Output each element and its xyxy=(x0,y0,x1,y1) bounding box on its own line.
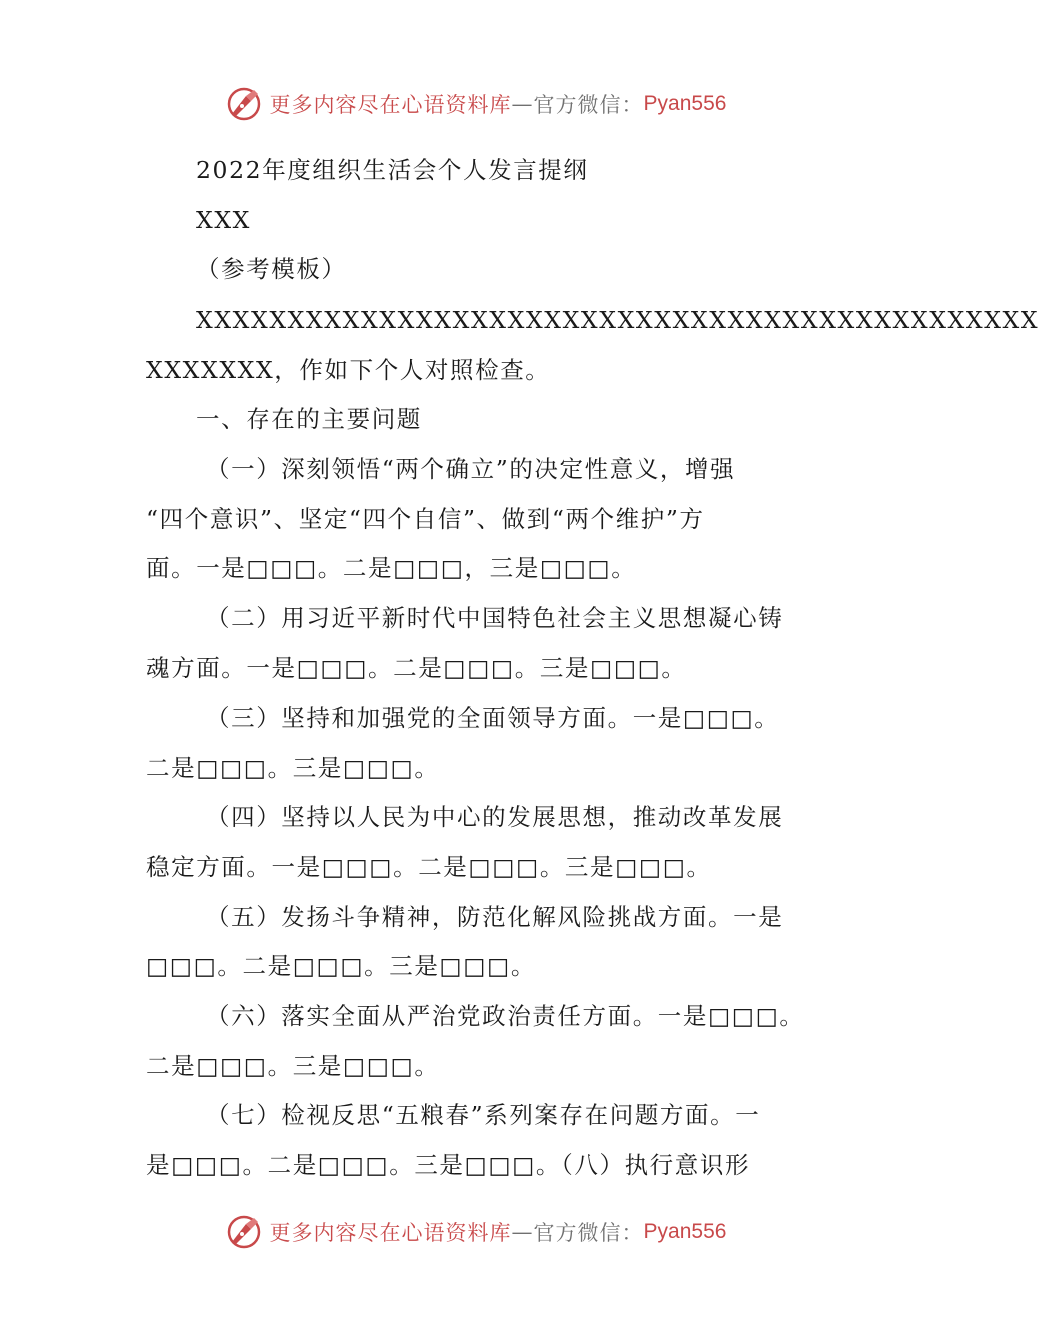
banner-wechat-id: Pyan556 xyxy=(643,92,727,115)
paragraph-line: 稳定方面。一是□□□。二是□□□。三是□□□。 xyxy=(146,853,712,881)
document-author: XXX xyxy=(196,206,251,234)
paragraph-line: （一）深刻领悟“两个确立”的决定性意义，增强 xyxy=(206,455,736,483)
section-heading: 一、存在的主要问题 xyxy=(196,405,422,433)
banner-text: 更多内容尽在心语资料库 xyxy=(269,1221,512,1245)
paragraph-line: （三）坚持和加强党的全面领导方面。一是□□□。 xyxy=(206,704,780,732)
paragraph-line: （四）坚持以人民为中心的发展思想，推动改革发展 xyxy=(206,803,784,831)
paragraph-line: 二是□□□。三是□□□。 xyxy=(146,1052,440,1080)
banner-text: 更多内容尽在心语资料库 xyxy=(269,93,512,117)
paragraph-line: 魂方面。一是□□□。二是□□□。三是□□□。 xyxy=(146,654,687,682)
paragraph-line: XXXXXXX，作如下个人对照检查。 xyxy=(146,356,551,384)
pen-nib-circle-icon xyxy=(224,84,264,124)
banner-wechat-label: 官方微信： xyxy=(533,1221,644,1245)
paragraph-line: （五）发扬斗争精神，防范化解风险挑战方面。一是 xyxy=(206,903,784,931)
paragraph-line: （二）用习近平新时代中国特色社会主义思想凝心铸 xyxy=(206,604,784,632)
paragraph-line: （六）落实全面从严治党政治责任方面。一是□□□。 xyxy=(206,1002,805,1030)
watermark-banner-bottom xyxy=(0,1210,950,1254)
document-title: 2022年度组织生活会个人发言提纲 xyxy=(196,156,589,184)
banner-dash: — xyxy=(511,1220,534,1244)
banner-wechat-id: Pyan556 xyxy=(643,1220,727,1243)
paragraph-line: 是□□□。二是□□□。三是□□□。（八）执行意识形 xyxy=(146,1151,751,1179)
paragraph-line: XXXXXXXXXXXXXXXXXXXXXXXXXXXXXXXXXXXXXXXXXXXXXX xyxy=(196,306,1039,334)
paragraph-line: （七）检视反思“五粮春”系列案存在问题方面。一 xyxy=(206,1101,761,1129)
paragraph-line: “四个意识”、坚定“四个自信”、做到“两个维护”方 xyxy=(146,505,705,533)
paragraph-line: □□□。二是□□□。三是□□□。 xyxy=(146,952,536,980)
pen-nib-circle-icon xyxy=(224,1212,264,1252)
banner-dash: — xyxy=(511,92,534,116)
watermark-banner-top xyxy=(0,82,950,126)
banner-wechat-label: 官方微信： xyxy=(533,93,644,117)
document-note: （参考模板） xyxy=(196,255,347,283)
paragraph-line: 面。一是□□□。二是□□□，三是□□□。 xyxy=(146,554,637,582)
paragraph-line: 二是□□□。三是□□□。 xyxy=(146,754,440,782)
